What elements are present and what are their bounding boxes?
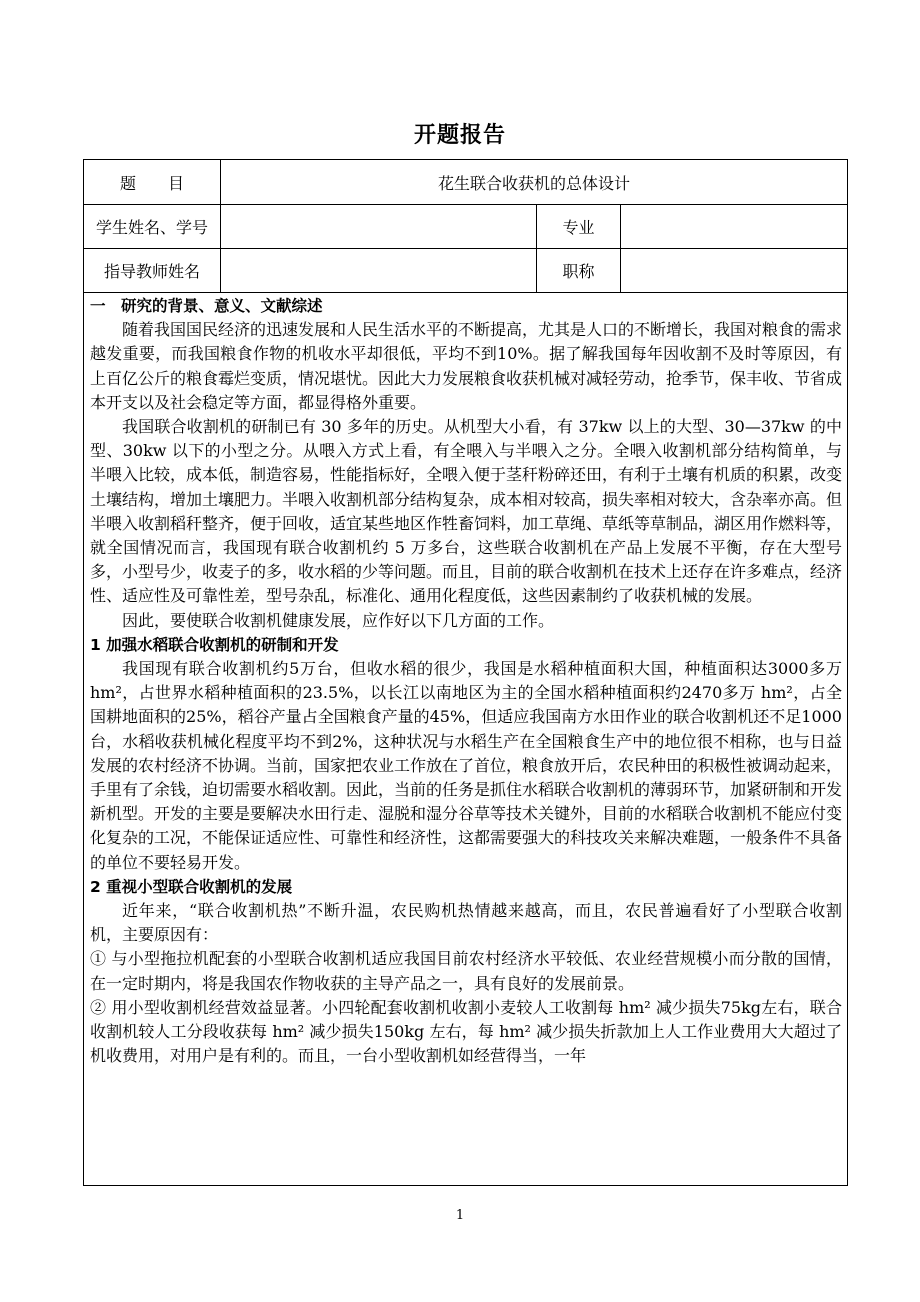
topic-value: 花生联合收获机的总体设计 [437, 173, 630, 193]
student-value [221, 205, 536, 248]
job-title-label: 职称 [562, 262, 595, 281]
paragraph: 随着我国国民经济的迅速发展和人民生活水平的不断提高，尤其是人口的不断增长，我国对粮食的需求越发重要，而我国粮食作物的机收水平却很低，平均不到10%。据了解我国每年因收割不及时等原因，有上百亿公斤的粮食霉烂变质，情况堪忧。因此大力发展粮食收获机械对减轻劳动，抢季节，保丰收、节省成本开支以及社会稳定等方面，都显得格外重要。 [90, 320, 843, 412]
major-label: 专业 [562, 218, 595, 237]
paragraph: 因此，要使联合收割机健康发展，应作好以下几方面的工作。 [122, 610, 555, 630]
student-label: 学生姓名、学号 [95, 218, 208, 237]
section-heading: 一 研究的背景、意义、文献综述 [90, 297, 323, 315]
page-number: 1 [455, 1208, 465, 1223]
paragraph: 我国现有联合收割机约5万台，但收水稻的很少，我国是水稻种植面积大国，种植面积达3000多万 hm²，占世界水稻种植面积的23.5%，以长江以南地区为主的全国水稻种植面积约2470多万 hm²，占全国耕地面积的25%，稻谷产量占全国粮食产量的45%，但适应我国南方水田作业的联合收割机还不足1000台，水稻收获机械化程度平均不到2%，这种状况与水稻生产在全国粮食生产中的地位很不相称，也与日益发展的农村经济不协调。当前，国家把农业工作放在了首位，粮食放开后，农民种田的积极性被调动起来，手里有了余钱，迫切需要水稻收割。因此，当前的任务是抓住水稻联合收割机的薄弱环节，加紧研制和开发新机型。开发的主要是要解决水田行走、湿脱和湿分谷草等技术关键外，目前的水稻联合收割机不能应付变化复杂的工况，不能保证适应性、可靠性和经济性，这都需要强大的科技攻关来解决难题，一般条件不具备的单位不要轻易开发。 [90, 659, 843, 872]
advisor-value [221, 249, 536, 292]
list-item: ② 用小型收割机经营效益显著。小四轮配套收割机收割小麦较人工收割每 hm² 减少损失75kg左右，联合收割机较人工分段收获每 hm² 减少损失150kg 左右，每 hm² 减少损失折款加上人工作业费用大大超过了机收费用，对用户是有利的。而且，一台小型收割机如经营得当，一年 [90, 997, 842, 1066]
topic-label: 题 目 [119, 173, 184, 193]
subsection-heading: 2 重视小型联合收割机的发展 [90, 877, 293, 896]
major-value [621, 205, 847, 248]
list-item: ① 与小型拖拉机配套的小型联合收割机适应我国目前农村经济水平较低、农业经营规模小而分散的国情，在一定时期内，将是我国农作物收获的主导产品之一，具有良好的发展前景。 [90, 949, 842, 993]
job-title-value [621, 249, 847, 292]
report-table [83, 159, 848, 1186]
advisor-label: 指导教师姓名 [103, 262, 200, 281]
row-divider [84, 292, 847, 293]
paragraph: 我国联合收割机的研制已有 30 多年的历史。从机型大小看，有 37kw 以上的大型、30—37kw 的中型、30kw 以下的小型之分。从喂入方式上看，有全喂入与半喂入之分。全喂入收割机部分结构简单，与半喂入比较，成本低，制造容易，性能指标好，全喂入便于茎秆粉碎还田，有利于土壤有机质的积累，改变土壤结构，增加土壤肥力。半喂入收割机部分结构复杂，成本相对较高，损失率相对较大，含杂率亦高。但半喂入收割稻秆整齐，便于回收，适宜某些地区作牲畜饲料，加工草绳、草纸等草制品，湖区用作燃料等，就全国情况而言，我国现有联合收割机约 5 万多台，这些联合收割机在产品上发展不平衡，存在大型号多，小型号少，收麦子的多，收水稻的少等问题。而且，目前的联合收割机在技术上还存在许多难点，经济性、适应性及可靠性差，型号杂乱，标准化、通用化程度低，这些因素制约了收获机械的发展。 [90, 417, 843, 606]
document-title: 开题报告 [413, 123, 506, 148]
report-body [90, 294, 842, 1069]
paragraph: 近年来，“联合收割机热”不断升温，农民购机热情越来越高，而且，农民普遍看好了小型联合收割机，主要原因有： [90, 901, 842, 945]
subsection-heading: 1 加强水稻联合收割机的研制和开发 [90, 635, 339, 654]
